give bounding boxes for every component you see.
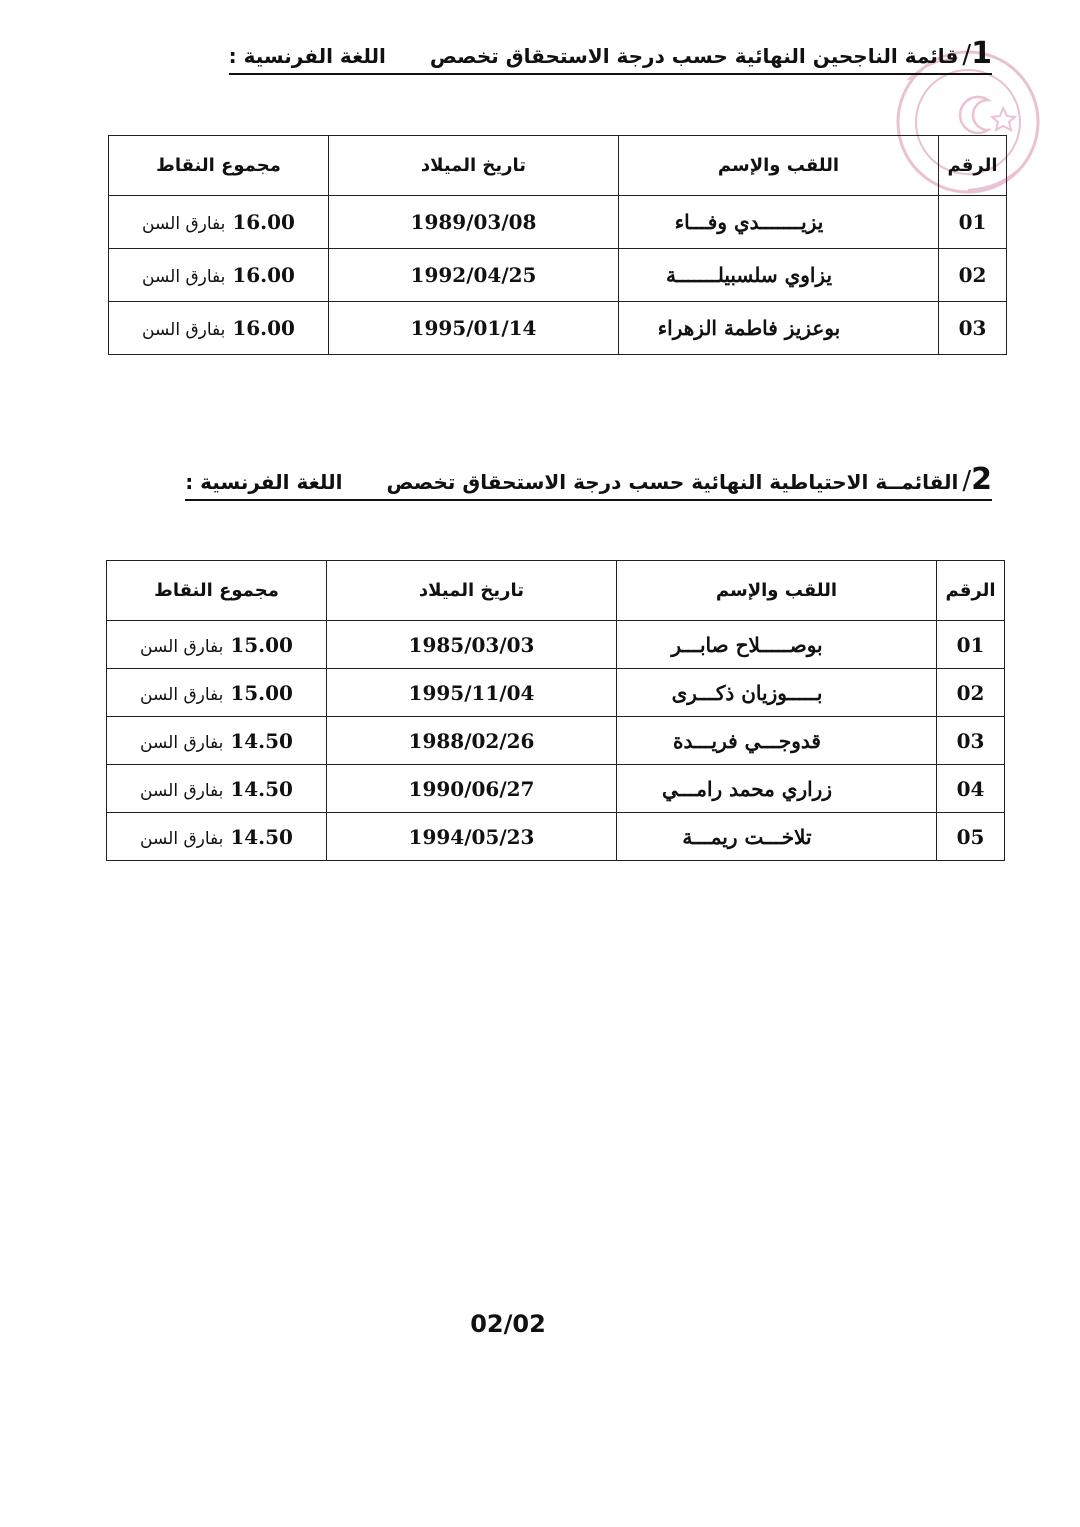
points-note: بفارق السن: [140, 828, 224, 849]
points-cell: [107, 765, 327, 813]
page-number: 02/02: [470, 1310, 546, 1338]
list2-heading: [185, 462, 992, 501]
header-rank: الرقم: [939, 136, 1007, 196]
rank-cell: 05: [937, 813, 1005, 861]
list1-heading: [229, 36, 992, 75]
points-cell: [109, 196, 329, 249]
dob-cell: 1995/11/04: [327, 669, 617, 717]
points-value: 14.50: [230, 824, 293, 849]
list1-number: 1: [971, 36, 992, 71]
table-row: [109, 196, 1007, 249]
points-note: بفارق السن: [140, 732, 224, 753]
points-cell: [107, 813, 327, 861]
header-points: مجموع النقاط: [109, 136, 329, 196]
table-row: [107, 765, 1005, 813]
name-cell: بـــــوزيان ذكـــرى: [617, 669, 937, 717]
rank-cell: 03: [939, 302, 1007, 355]
header-name: اللقب والإسم: [617, 561, 937, 621]
points-note: بفارق السن: [142, 267, 226, 287]
points-cell: [107, 669, 327, 717]
dob-cell: 1994/05/23: [327, 813, 617, 861]
list2-slash: /: [962, 466, 972, 496]
name-cell: زراري محمد رامـــي: [617, 765, 937, 813]
name-cell: تلاخـــت ريمـــة: [617, 813, 937, 861]
header-rank: الرقم: [937, 561, 1005, 621]
dob-cell: 1988/02/26: [327, 717, 617, 765]
points-cell: [109, 249, 329, 302]
dob-cell: 1989/03/08: [329, 196, 619, 249]
dob-cell: 1995/01/14: [329, 302, 619, 355]
points-cell: [107, 621, 327, 669]
list2-title: القائمــة الاحتياطية النهائية حسب درجة الاستحقاق تخصص: [386, 470, 959, 494]
table-row: [107, 813, 1005, 861]
points-value: 14.50: [230, 728, 293, 753]
list2-number: 2: [971, 462, 992, 497]
rank-cell: 02: [939, 249, 1007, 302]
list1-title: قائمة الناجحين النهائية حسب درجة الاستحقاق تخصص: [429, 44, 959, 68]
dob-cell: 1985/03/03: [327, 621, 617, 669]
points-value: 16.00: [232, 316, 295, 340]
points-note: بفارق السن: [142, 214, 226, 234]
table-row: [107, 669, 1005, 717]
rank-cell: 04: [937, 765, 1005, 813]
points-value: 14.50: [230, 776, 293, 801]
name-cell: بوصـــــلاح صابـــر: [617, 621, 937, 669]
table-row: [109, 302, 1007, 355]
rank-cell: 01: [939, 196, 1007, 249]
points-cell: [107, 717, 327, 765]
points-value: 16.00: [232, 210, 295, 234]
header-points: مجموع النقاط: [107, 561, 327, 621]
name-cell: يزاوي سلسبيلـــــــة: [619, 249, 939, 302]
table-row: [107, 717, 1005, 765]
list2-specialty: اللغة الفرنسية :: [185, 470, 343, 494]
name-cell: قدوجـــي فريـــدة: [617, 717, 937, 765]
points-value: 16.00: [232, 263, 295, 287]
points-value: 15.00: [230, 680, 293, 705]
dob-cell: 1992/04/25: [329, 249, 619, 302]
rank-cell: 01: [937, 621, 1005, 669]
points-note: بفارق السن: [140, 780, 224, 801]
reserve-list-table: [106, 560, 1005, 861]
list1-slash: /: [962, 40, 972, 70]
table-row: [109, 249, 1007, 302]
header-name: اللقب والإسم: [619, 136, 939, 196]
rank-cell: 02: [937, 669, 1005, 717]
final-winners-table: [108, 135, 1007, 355]
table-header-row: [107, 561, 1005, 621]
header-dob: تاريخ الميلاد: [327, 561, 617, 621]
points-note: بفارق السن: [140, 636, 224, 657]
points-note: بفارق السن: [142, 320, 226, 340]
name-cell: يزيـــــــدي وفـــاء: [619, 196, 939, 249]
dob-cell: 1990/06/27: [327, 765, 617, 813]
points-cell: [109, 302, 329, 355]
name-cell: بوعزيز فاطمة الزهراء: [619, 302, 939, 355]
list1-specialty: اللغة الفرنسية :: [228, 44, 386, 68]
points-value: 15.00: [230, 632, 293, 657]
rank-cell: 03: [937, 717, 1005, 765]
table-header-row: [109, 136, 1007, 196]
points-note: بفارق السن: [140, 684, 224, 705]
header-dob: تاريخ الميلاد: [329, 136, 619, 196]
table-row: [107, 621, 1005, 669]
